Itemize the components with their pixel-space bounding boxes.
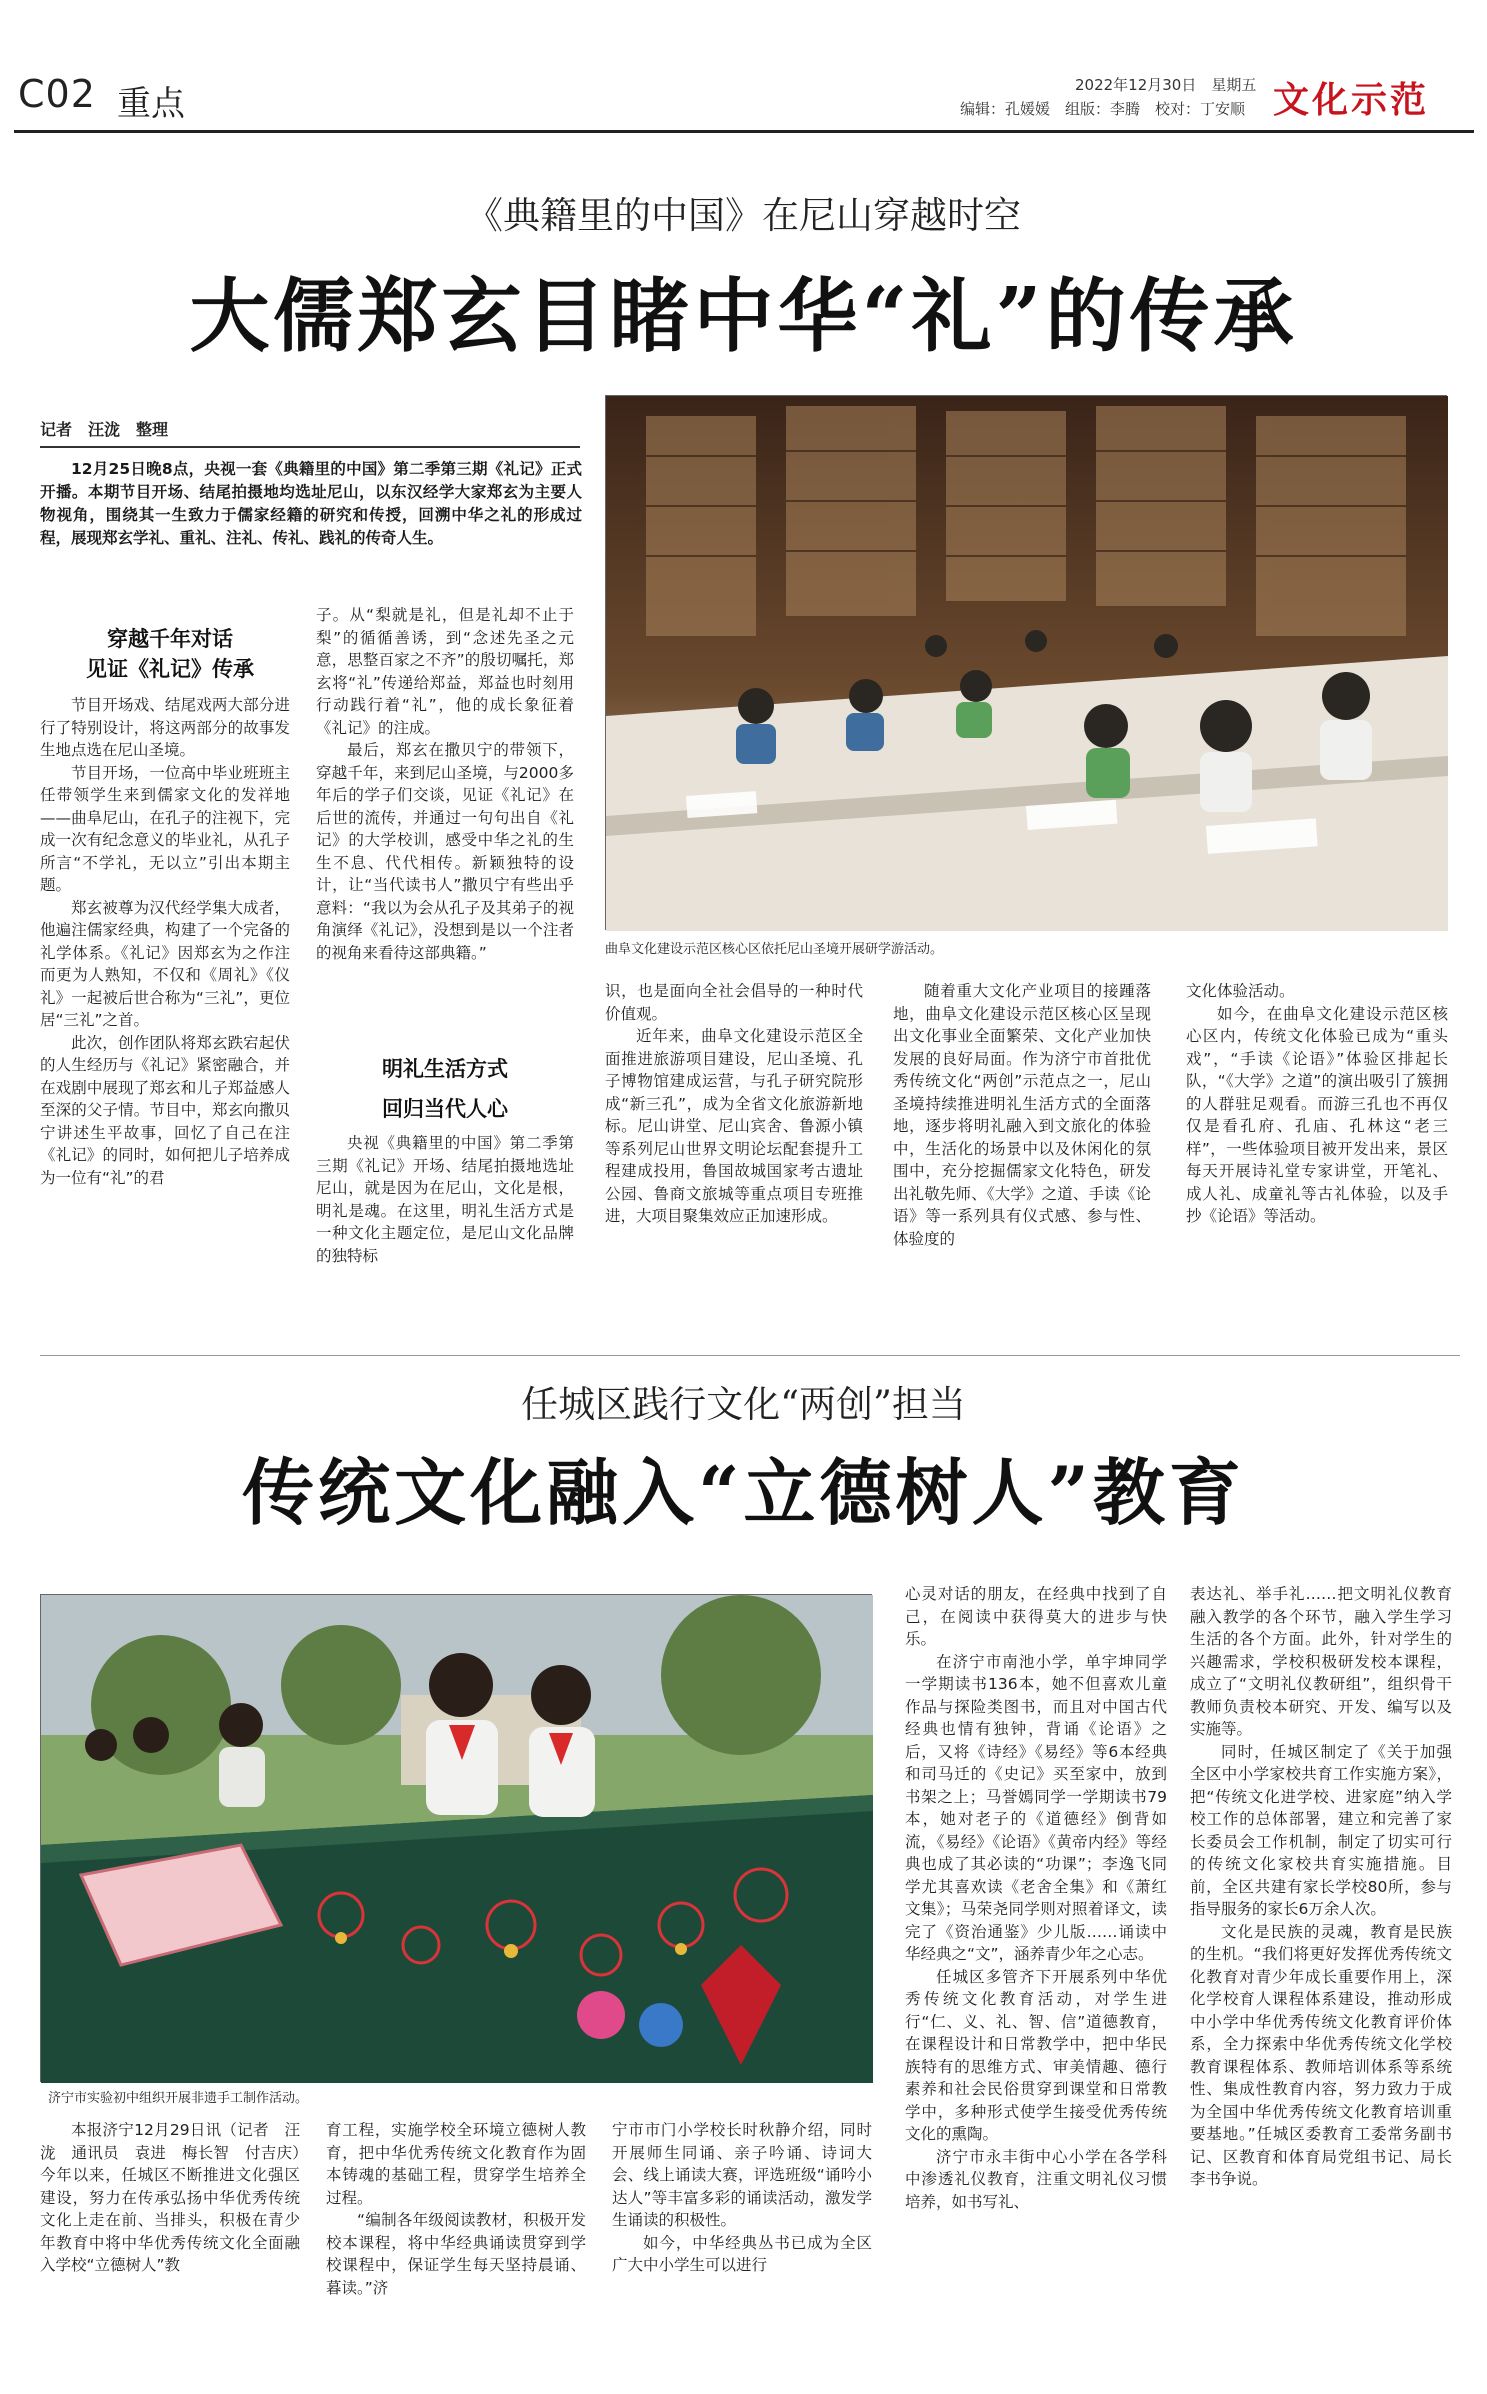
library-study-photo (606, 396, 1448, 931)
subhead-line: 见证《礼记》传承 (86, 656, 254, 681)
subhead-line: 回归当代人心 (382, 1096, 508, 1121)
paragraph: 如今，在曲阜文化建设示范区核心区内，传统文化体验已成为“重头戏”，“手读《论语》”体验区排起长队，“《大学》之道”的演出吸引了簇拥的人群驻足观看。而游三孔也不再仅仅是看孔府、孔庙、孔林这“老三样”，一些体验项目被开发出来，景区每天开展诗礼堂专家讲堂，开笔礼、成人礼、成童礼等古礼体验，以及手抄《论语》等活动。 (1186, 1004, 1448, 1225)
paragraph: 同时，任城区制定了《关于加强全区中小学家校共育工作实施方案》，把“传统文化进学校、进家庭”纳入学校工作的总体部署，建立和完善了家长委员会工作机制，制定了切实可行的传统文化家校共育实施措施。目前，全区共建有家长学校80所，参与指导服务的家长6万余人次。 (1190, 1742, 1452, 1918)
article1-photo (605, 395, 1447, 930)
article1-column-4 (893, 980, 1151, 1292)
article1-photo-caption: 曲阜文化建设示范区核心区依托尼山圣境开展研学游活动。 (605, 942, 944, 957)
editorial-staff: 编辑：孔媛媛 组版：李腾 校对：丁安顺 (960, 100, 1246, 118)
paragraph: 郑玄被尊为汉代经学集大成者，他遍注儒家经典，构建了一个完备的礼学体系。《礼记》因郑玄为之作注而更为人熟知，不仅和《周礼》《仪礼》一起被后世合称为“三礼”，更位居“三礼”之首。 (40, 898, 290, 1029)
article1-column-3 (605, 980, 863, 1292)
article1-kicker: 《典籍里的中国》在尼山穿越时空 (466, 194, 1021, 237)
paragraph: 近年来，曲阜文化建设示范区全面推进旅游项目建设，尼山圣境、孔子博物馆建成运营，与孔子研究院形成“新三孔”，成为全省文化旅游新地标。尼山讲堂、尼山宾舍、鲁源小镇等系列尼山世界文明论坛配套提升工程建成投用，鲁国故城国家考古遗址公园、鲁商文旅城等重点项目专班推进，大项目聚集效应正加速形成。 (605, 1027, 863, 1225)
article2-column-2 (326, 2119, 586, 2349)
article2-photo (40, 1594, 872, 2082)
handcraft-activity-photo (41, 1595, 873, 2083)
paragraph: 在济宁市南池小学，单宇坤同学一学期读书136本，她不但喜欢儿童作品与探险类图书，而且对中国古代经典也情有独钟，背诵《论语》之后，又将《诗经》《易经》等6本经典和司马迁的《史记》买至家中，放到书架之上；马誉嫣同学一学期读书79本，她对老子的《道德经》倒背如流，《易经》《论语》《黄帝内经》等经典也成了其必读的“功课”；李逸飞同学尤其喜欢读《老舍全集》和《萧红文集》；马荣尧同学则对照着译文，读完了《资治通鉴》少儿版……诵读中华经典之“文”，涵养青少年之心志。 (905, 1652, 1167, 1963)
article2-kicker: 任城区践行文化“两创”担当 (521, 1383, 966, 1426)
paragraph: 育工程，实施学校全环境立德树人教育，把中华优秀传统文化教育作为固本铸魂的基础工程，贯穿学生培养全过程。 (326, 2121, 586, 2207)
article1-byline: 记者 汪泷 整理 (40, 417, 580, 448)
article2-column-3 (612, 2119, 872, 2349)
article2-column-1 (40, 2119, 316, 2349)
paragraph: 随着重大文化产业项目的接踵落地，曲阜文化建设示范区核心区呈现出文化事业全面繁荣、文化产业加快发展的良好局面。作为济宁市首批优秀传统文化“两创”示范点之一，尼山圣境持续推进明礼生活方式的全面落地，逐步将明礼融入到文旅化的体验中，生活化的场景中以及休闲化的氛围中，充分挖掘儒家文化特色，研发出礼敬先师、《大学》之道、手读《论语》等一系列具有仪式感、参与性、体验度的 (893, 982, 1151, 1248)
paragraph: 节目开场戏、结尾戏两大部分进行了特别设计，将这两部分的故事发生地点选在尼山圣境。 (40, 696, 290, 759)
paragraph: 任城区多管齐下开展系列中华优秀传统文化教育活动，对学生进行“仁、义、礼、智、信”道德教育，在课程设计和日常教学中，把中华民族特有的思维方式、审美情趣、德行素养和社会民俗贯穿到课堂和日常教学中，多种形式使学生接受优秀传统文化的熏陶。 (905, 1967, 1167, 2143)
article1-headline: 大儒郑玄目睹中华“礼”的传承 (189, 269, 1298, 363)
article1-column-1 (40, 694, 290, 1292)
paragraph: 表达礼、举手礼……把文明礼仪教育融入教学的各个环节，融入学生学习生活的各个方面。此外，针对学生的兴趣需求，学校积极研发校本课程，成立了“文明礼仪教研组”，组织骨干教师负责校本研究、开发、编写以及实施等。 (1190, 1585, 1452, 1738)
article2-headline: 传统文化融入“立德树人”教育 (242, 1450, 1245, 1535)
section-name: 重点 (117, 84, 185, 124)
paragraph: 心灵对话的朋友，在经典中找到了自己，在阅读中获得莫大的进步与快乐。 (905, 1585, 1167, 1648)
article2-column-4 (905, 1583, 1167, 2349)
article2-column-5 (1190, 1583, 1452, 2349)
paragraph: “编制各年级阅读教材，积极开发校本课程，将中华经典诵读贯穿到学校课程中，保证学生每天坚持晨诵、暮读。”济 (326, 2211, 586, 2297)
paragraph: 本报济宁12月29日讯（记者 汪泷 通讯员 袁进 梅长智 付吉庆） 今年以来，任城区不断推进文化强区建设，努力在传承弘扬中华优秀传统文化上走在前、当排头，积极在青少年教育中将中华优秀传统文化全面融入学校“立德树人”教 (40, 2121, 316, 2274)
paragraph: 识，也是面向全社会倡导的一种时代价值观。 (605, 982, 863, 1023)
article1-column-2a (316, 604, 574, 990)
paragraph: 央视《典籍里的中国》第二季第三期《礼记》开场、结尾拍摄地选址尼山，就是因为在尼山，文化是根，明礼是魂。在这里，明礼生活方式是一种文化主题定位，是尼山文化品牌的独特标 (316, 1134, 574, 1265)
paragraph: 文化是民族的灵魂，教育是民族的生机。“我们将更好发挥优秀传统文化教育对青少年成长重要作用上，深化学校育人课程体系建设，推动形成中小学中华优秀传统文化教育评价体系，全力探索中华优秀传统文化学校教育课程体系、教师培训体系等系统性、集成性教育内容，努力致力于成为全国中华优秀传统文化教育培训重要基地。”任城区委教育工委常务副书记、区教育和体育局党组书记、局长李书争说。 (1190, 1922, 1452, 2188)
paragraph: 济宁市永丰街中心小学在各学科中渗透礼仪教育，注重文明礼仪习惯培养，如书写礼、 (905, 2147, 1167, 2211)
article1-subhead-2 (316, 1054, 574, 1124)
subhead-line: 穿越千年对话 (107, 626, 233, 651)
paragraph: 如今，中华经典丛书已成为全区广大中小学生可以进行 (612, 2233, 872, 2274)
paragraph: 节目开场，一位高中毕业班班主任带领学生来到儒家文化的发祥地——曲阜尼山，在孔子的注视下，完成一次有纪念意义的毕业礼，从孔子所言“不学礼，无以立”引出本期主题。 (40, 763, 290, 894)
paragraph: 宁市市门小学校长时秋静介绍，同时开展师生同诵、亲子吟诵、诗词大会、线上诵读大赛，评选班级“诵吟小达人”等丰富多彩的诵读活动，激发学生诵读的积极性。 (612, 2121, 872, 2229)
page-number: C02 (18, 72, 96, 116)
paragraph: 子。从“梨就是礼，但是礼却不止于梨”的循循善诱，到“念述先圣之元意，思整百家之不齐”的殷切嘱托，郑玄将“礼”传递给郑益，郑益也时刻用行动践行着“礼”，他的成长象征着《礼记》的注成。 (316, 606, 574, 737)
paragraph: 最后，郑玄在撒贝宁的带领下，穿越千年，来到尼山圣境，与2000多年后的学子们交谈，见证《礼记》在后世的流传，并通过一句句出自《礼记》的大学校训，感受中华之礼的生生不息、代代相传。新颖独特的设计，让“当代读书人”撒贝宁有些出乎意料：“我以为会从孔子及其弟子的视角演绎《礼记》，没想到是以一个注者的视角来看待这部典籍。” (316, 741, 574, 962)
article1-subhead-1 (40, 624, 300, 684)
subhead-line: 明礼生活方式 (382, 1056, 508, 1081)
section-divider (40, 1355, 1460, 1356)
article1-column-2b (316, 1132, 574, 1292)
issue-date: 2022年12月30日 星期五 (1075, 76, 1257, 94)
brand-logo: 文化示范 (1273, 80, 1430, 121)
article1-column-5 (1186, 980, 1448, 1292)
header-rule (14, 130, 1474, 133)
article1-lead: 12月25日晚8点，央视一套《典籍里的中国》第二季第三期《礼记》正式开播。本期节目开场、结尾拍摄地均选址尼山，以东汉经学大家郑玄为主要人物视角，围绕其一生致力于儒家经籍的研究和传授，回溯中华之礼的形成过程，展现郑玄学礼、重礼、注礼、传礼、践礼的传奇人生。 (40, 460, 582, 547)
article2-photo-caption: 济宁市实验初中组织开展非遗手工制作活动。 (48, 2091, 309, 2106)
paragraph: 此次，创作团队将郑玄跌宕起伏的人生经历与《礼记》紧密融合，并在戏剧中展现了郑玄和儿子郑益感人至深的父子情。节目中，郑玄向撒贝宁讲述生平故事，回忆了自己在注《礼记》的同时，如何把儿子培养成为一位有“礼”的君 (40, 1033, 290, 1187)
paragraph: 文化体验活动。 (1186, 982, 1295, 1000)
